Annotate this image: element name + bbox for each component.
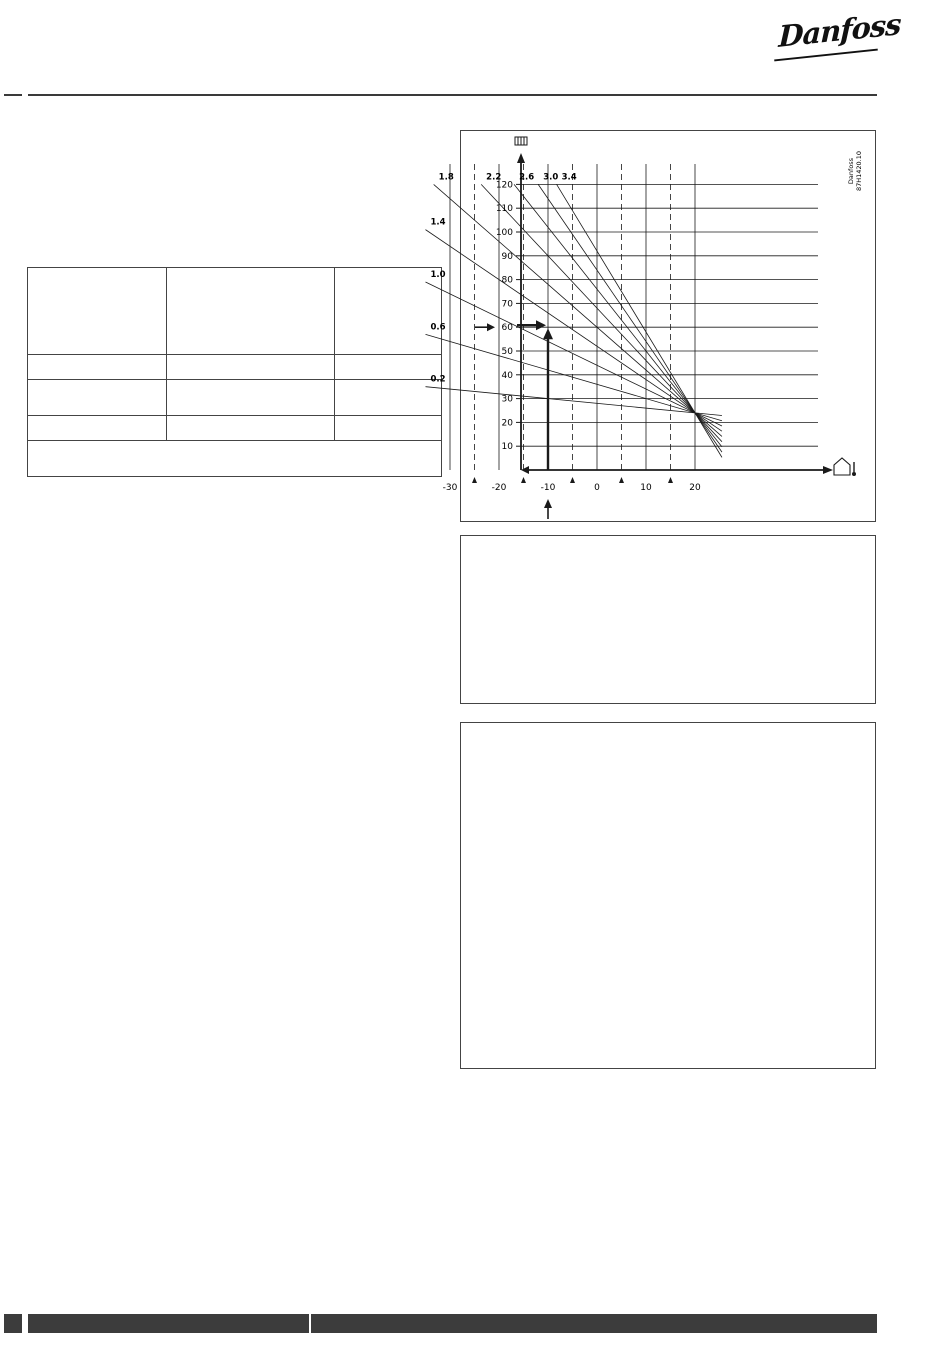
y-tick-label: 50 xyxy=(501,347,513,357)
chart-series xyxy=(426,184,722,457)
example-horizontal-head xyxy=(536,320,546,330)
danfoss-logo xyxy=(772,6,902,62)
heating-curve-2.6 xyxy=(514,184,722,447)
chart-axes xyxy=(472,153,833,483)
y-tick-label: 90 xyxy=(501,251,513,262)
curve-label: 1.8 xyxy=(438,172,454,183)
y-tick-label: 20 xyxy=(501,418,513,429)
table-row-divider xyxy=(28,440,441,441)
y-tick-label: 60 xyxy=(501,323,513,334)
tick-marker xyxy=(521,477,526,483)
y-tick-label: 40 xyxy=(501,370,513,381)
example-pointer-bottom-head xyxy=(544,499,552,508)
tick-marker xyxy=(570,477,575,483)
x-tick-label: 20 xyxy=(689,483,701,493)
example-pointer-left-head xyxy=(487,323,495,331)
x-tick-label: 10 xyxy=(640,483,652,493)
brand-wordmark: Danfoss xyxy=(778,6,902,54)
curve-label: 2.2 xyxy=(486,172,502,183)
spec-table xyxy=(27,267,442,477)
y-tick-label: 80 xyxy=(501,275,513,286)
x-tick-label: -30 xyxy=(442,483,458,493)
x-axis-arrow xyxy=(823,466,833,474)
y-tick-label: 10 xyxy=(501,442,513,453)
chart-icons xyxy=(515,137,856,476)
heating-curve-chart xyxy=(430,130,876,522)
figure-id xyxy=(847,151,863,191)
radiator-icon xyxy=(515,137,527,145)
heating-curve-3.4 xyxy=(557,184,722,457)
figure-id-line2: 87H1420.10 xyxy=(855,150,863,192)
header-tab-mark xyxy=(4,94,22,96)
x-axis-arrow-left xyxy=(521,466,529,474)
x-tick-label: -10 xyxy=(540,483,556,493)
footer-bar xyxy=(28,1314,877,1333)
y-axis-arrow xyxy=(517,153,525,163)
footer-tab-mark xyxy=(4,1314,22,1333)
curve-label: 3.0 xyxy=(543,172,559,183)
tick-marker xyxy=(472,477,477,483)
y-tick-label: 110 xyxy=(495,204,513,215)
curve-label: 1.4 xyxy=(430,217,446,228)
table-col-divider xyxy=(334,268,335,441)
x-tick-label: 0 xyxy=(594,483,600,493)
y-tick-label: 120 xyxy=(495,180,513,191)
curve-label: 2.6 xyxy=(519,172,535,183)
table-row-divider xyxy=(28,379,441,380)
note-box xyxy=(460,722,876,1069)
house-thermometer-icon xyxy=(834,458,856,476)
header-rule xyxy=(28,94,877,96)
footer-divider xyxy=(309,1314,311,1333)
tick-marker xyxy=(668,477,673,483)
heating-curve-0.6 xyxy=(426,334,722,420)
chart-labels xyxy=(431,172,701,493)
tick-marker xyxy=(619,477,624,483)
x-tick-label: -20 xyxy=(491,483,507,493)
curve-label: 0.2 xyxy=(430,374,446,385)
table-row-divider xyxy=(28,415,441,416)
y-tick-label: 30 xyxy=(501,394,513,405)
table-col-divider xyxy=(166,268,167,441)
figure-id-line1: Danfoss xyxy=(847,157,855,185)
curve-label: 3.4 xyxy=(561,172,577,183)
example-vertical-head xyxy=(543,328,553,339)
curve-label: 0.6 xyxy=(430,322,446,333)
note-box xyxy=(460,535,876,704)
heating-curve-2.2 xyxy=(481,184,722,441)
curve-label: 1.0 xyxy=(430,269,446,280)
table-row-divider xyxy=(28,354,441,355)
heating-curve-svg xyxy=(430,131,877,523)
y-tick-label: 100 xyxy=(495,228,513,238)
y-tick-label: 70 xyxy=(501,299,513,310)
